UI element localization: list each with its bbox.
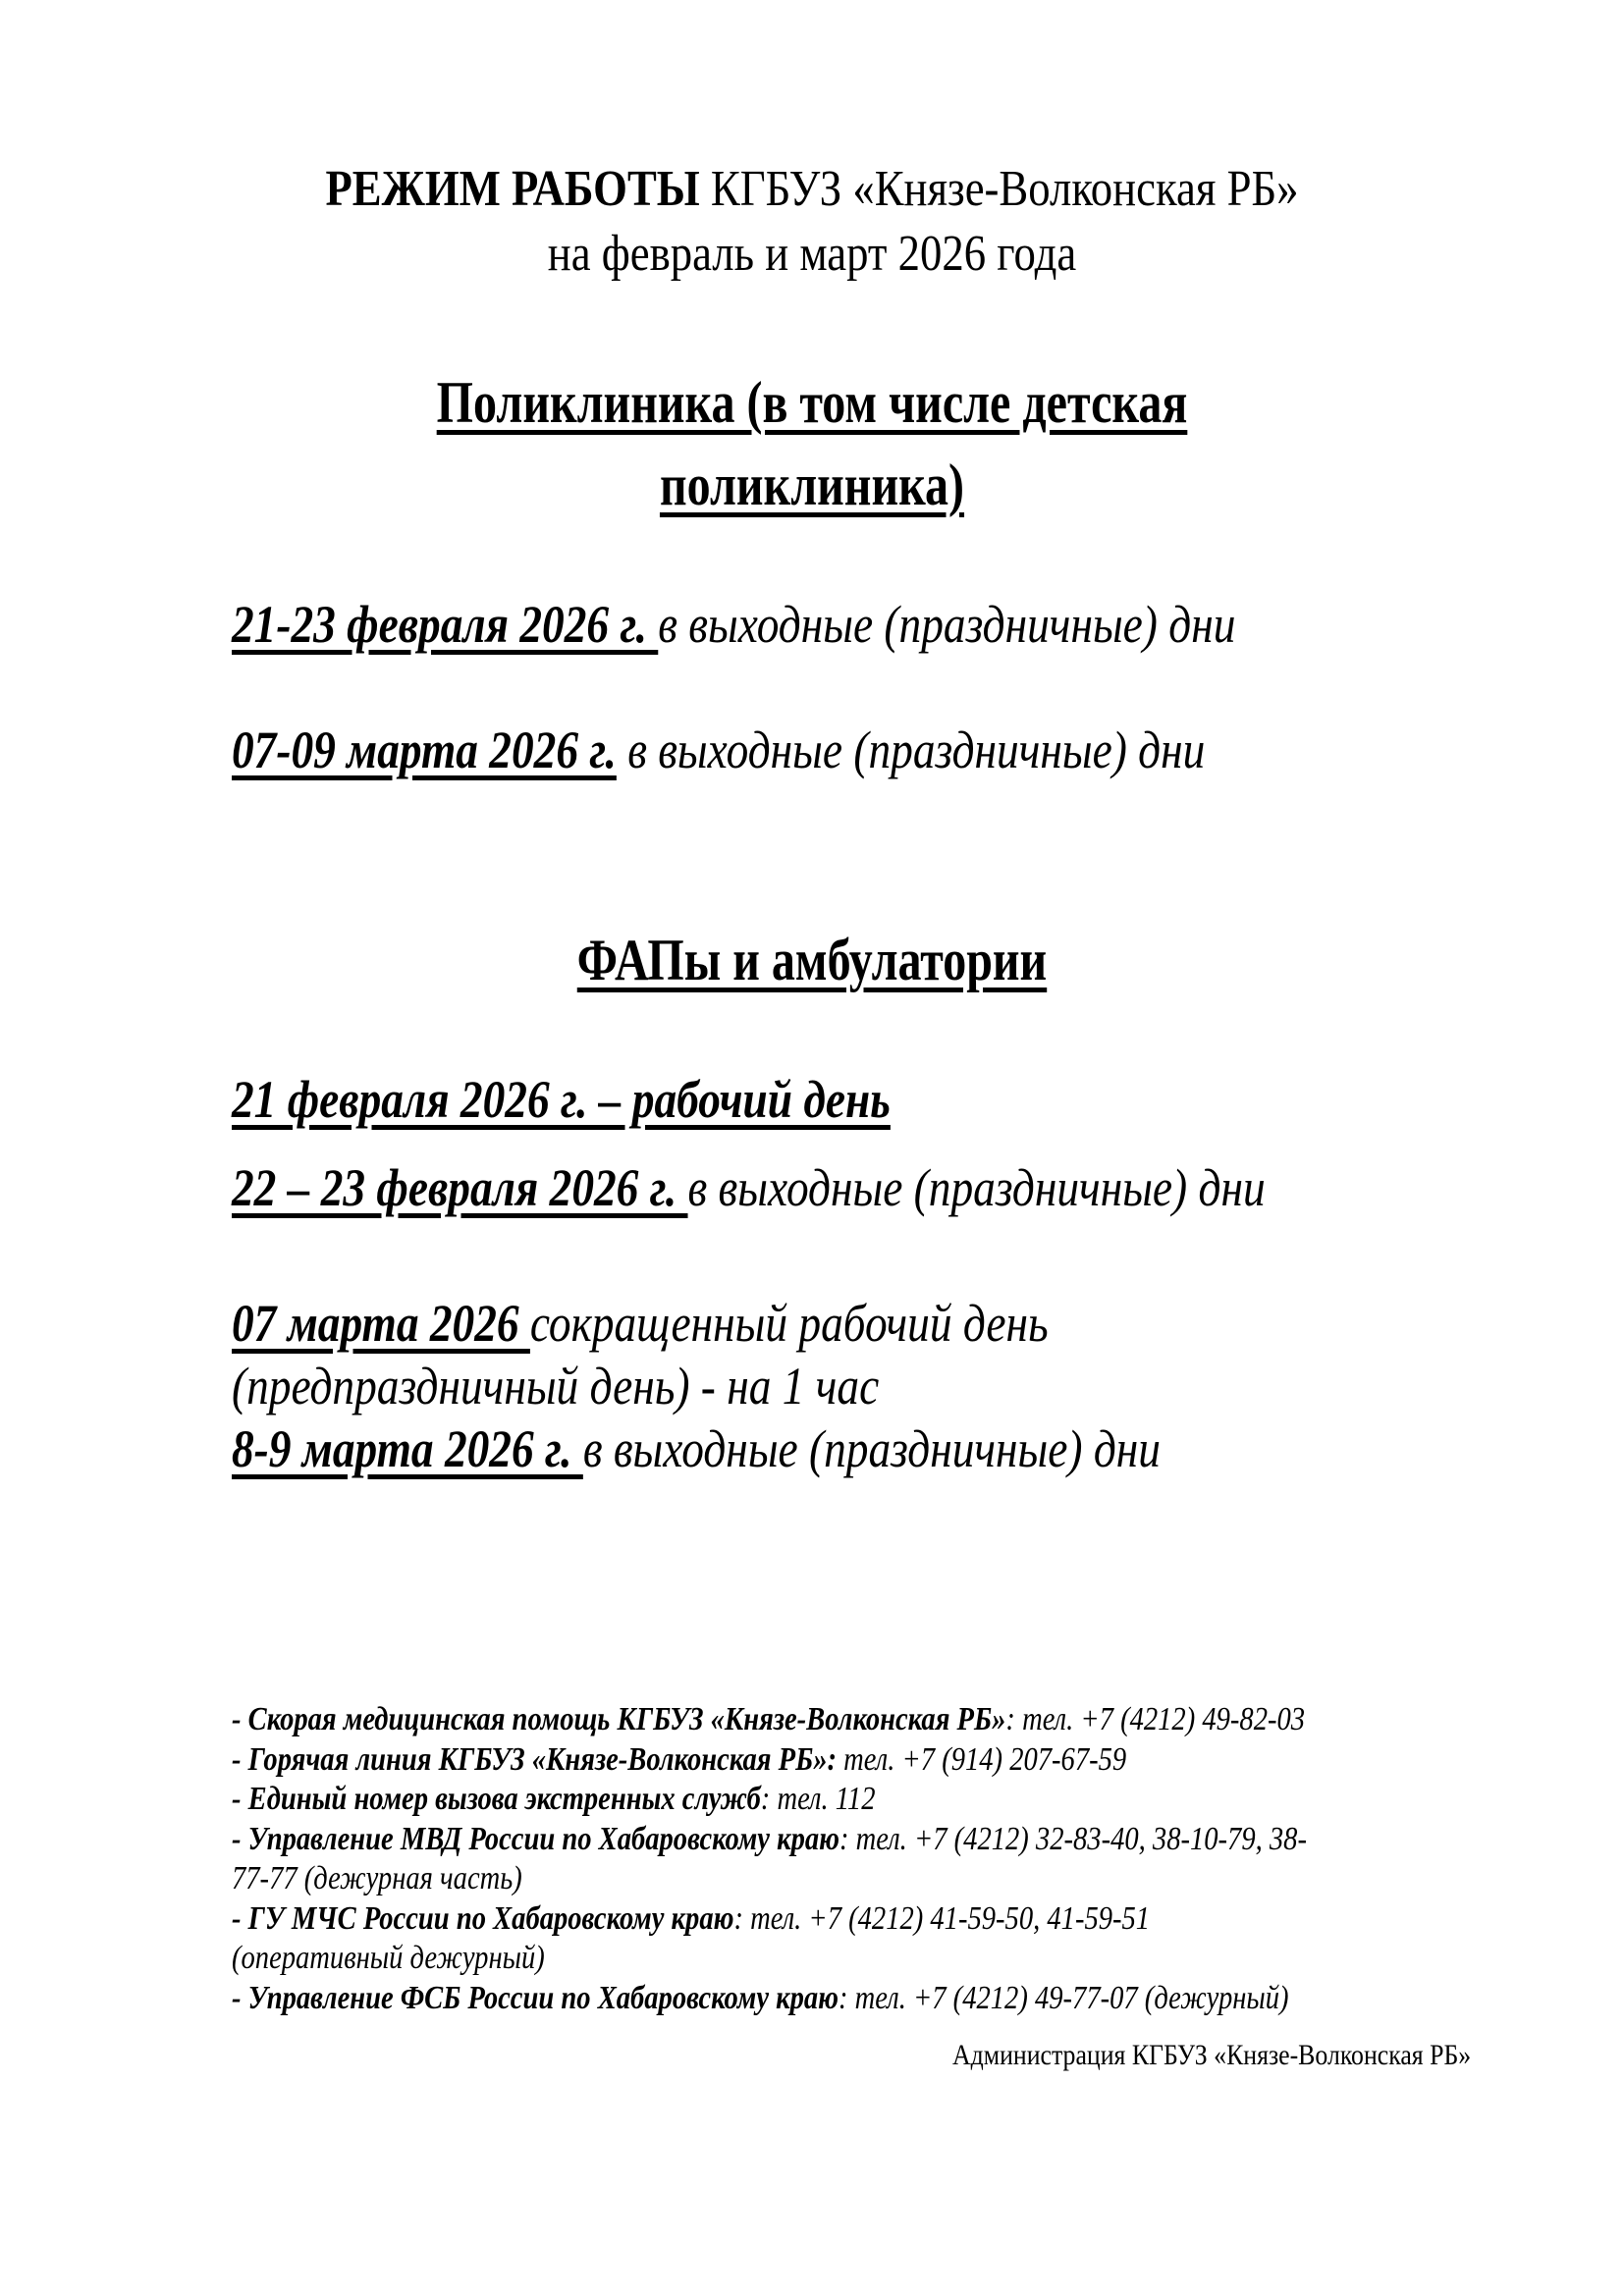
document-subtitle: на февраль и март 2026 года: [547, 226, 1077, 282]
contact-phone: тел. +7 (914) 207-67-59: [837, 1740, 1127, 1778]
entry-description: в выходные (праздничные) дни: [687, 1158, 1266, 1217]
fap-heading: ФАПы и амбулатории: [576, 928, 1048, 992]
polyclinic-heading-line2: поликлиника): [659, 453, 965, 517]
contact-phone: (оперативный дежурный): [232, 1940, 545, 1976]
entry-description: в выходные (праздничные) дни: [616, 721, 1206, 779]
fap-entry: [232, 1156, 1266, 1219]
fap-entry: [232, 1292, 1049, 1355]
title-bold-part: РЕЖИМ РАБОТЫ: [325, 161, 700, 217]
contact-phone: 77-77 (дежурная часть): [232, 1860, 522, 1896]
polyclinic-entry: [232, 719, 1205, 781]
contact-org: - Управление ФСБ России по Хабаровскому краю: [232, 1979, 839, 2016]
entry-date: 21 февраля 2026 г. – рабочий день: [232, 1070, 891, 1129]
contact-item: [232, 1820, 1535, 1860]
fap-entry: [232, 1417, 1161, 1480]
polyclinic-heading-line1: Поликлиника (в том числе детская: [436, 370, 1188, 435]
entry-description: в выходные (праздничные) дни: [582, 1419, 1161, 1478]
document-title: [114, 157, 1510, 222]
contact-item-continuation: [232, 1939, 1535, 1979]
contact-item: [232, 1899, 1535, 1940]
contact-item: [232, 1780, 1535, 1820]
entry-date: 21-23 февраля 2026 г.: [232, 595, 659, 654]
contact-org: - Горячая линия КГБУЗ «Князе-Волконская РБ»:: [232, 1740, 838, 1778]
fap-entry: [232, 1068, 891, 1131]
contact-phone: : тел. +7 (4212) 41-59-50, 41-59-51: [733, 1899, 1151, 1937]
document-header: [0, 157, 1624, 287]
title-org-part: КГБУЗ «Князе-Волконская РБ»: [699, 161, 1299, 217]
entry-date: 07-09 марта 2026 г.: [232, 721, 617, 779]
contact-phone: : тел. +7 (4212) 49-82-03: [1005, 1701, 1306, 1737]
contact-org: - ГУ МЧС России по Хабаровскому краю: [232, 1899, 734, 1937]
contact-org: - Скорая медицинская помощь КГБУЗ «Князе-Волконская РБ»: [232, 1701, 1006, 1737]
fap-entry-continuation: [232, 1355, 879, 1417]
contact-phone: : тел. 112: [760, 1781, 876, 1817]
entry-description: сокращенный рабочий день: [529, 1294, 1049, 1353]
entry-date: 8-9 марта 2026 г.: [232, 1419, 583, 1478]
signature: Администрация КГБУЗ «Князе-Волконская РБ»: [952, 2039, 1472, 2071]
contact-phone: : тел. +7 (4212) 32-83-40, 38-10-79, 38-: [839, 1820, 1307, 1857]
contact-item-continuation: [232, 1859, 1535, 1899]
contact-phone: : тел. +7 (4212) 49-77-07 (дежурный): [839, 1979, 1289, 2016]
contact-org: - Управление МВД России по Хабаровскому краю: [232, 1820, 839, 1857]
entry-description: (предпраздничный день) - на 1 час: [232, 1357, 880, 1415]
entry-date: 07 марта 2026: [232, 1294, 530, 1353]
section-heading-fap: [162, 919, 1461, 1001]
contact-org: - Единый номер вызова экстренных служб: [232, 1781, 761, 1817]
contact-item: [232, 1700, 1535, 1740]
contact-item: [232, 1740, 1535, 1781]
section-heading-polyclinic: [162, 361, 1461, 526]
contact-item: [232, 1979, 1535, 2019]
polyclinic-entry: [232, 593, 1235, 656]
entry-description: в выходные (праздничные) дни: [658, 595, 1236, 654]
contacts-list: [232, 1700, 1535, 2018]
entry-date: 22 – 23 февраля 2026 г.: [232, 1158, 688, 1217]
